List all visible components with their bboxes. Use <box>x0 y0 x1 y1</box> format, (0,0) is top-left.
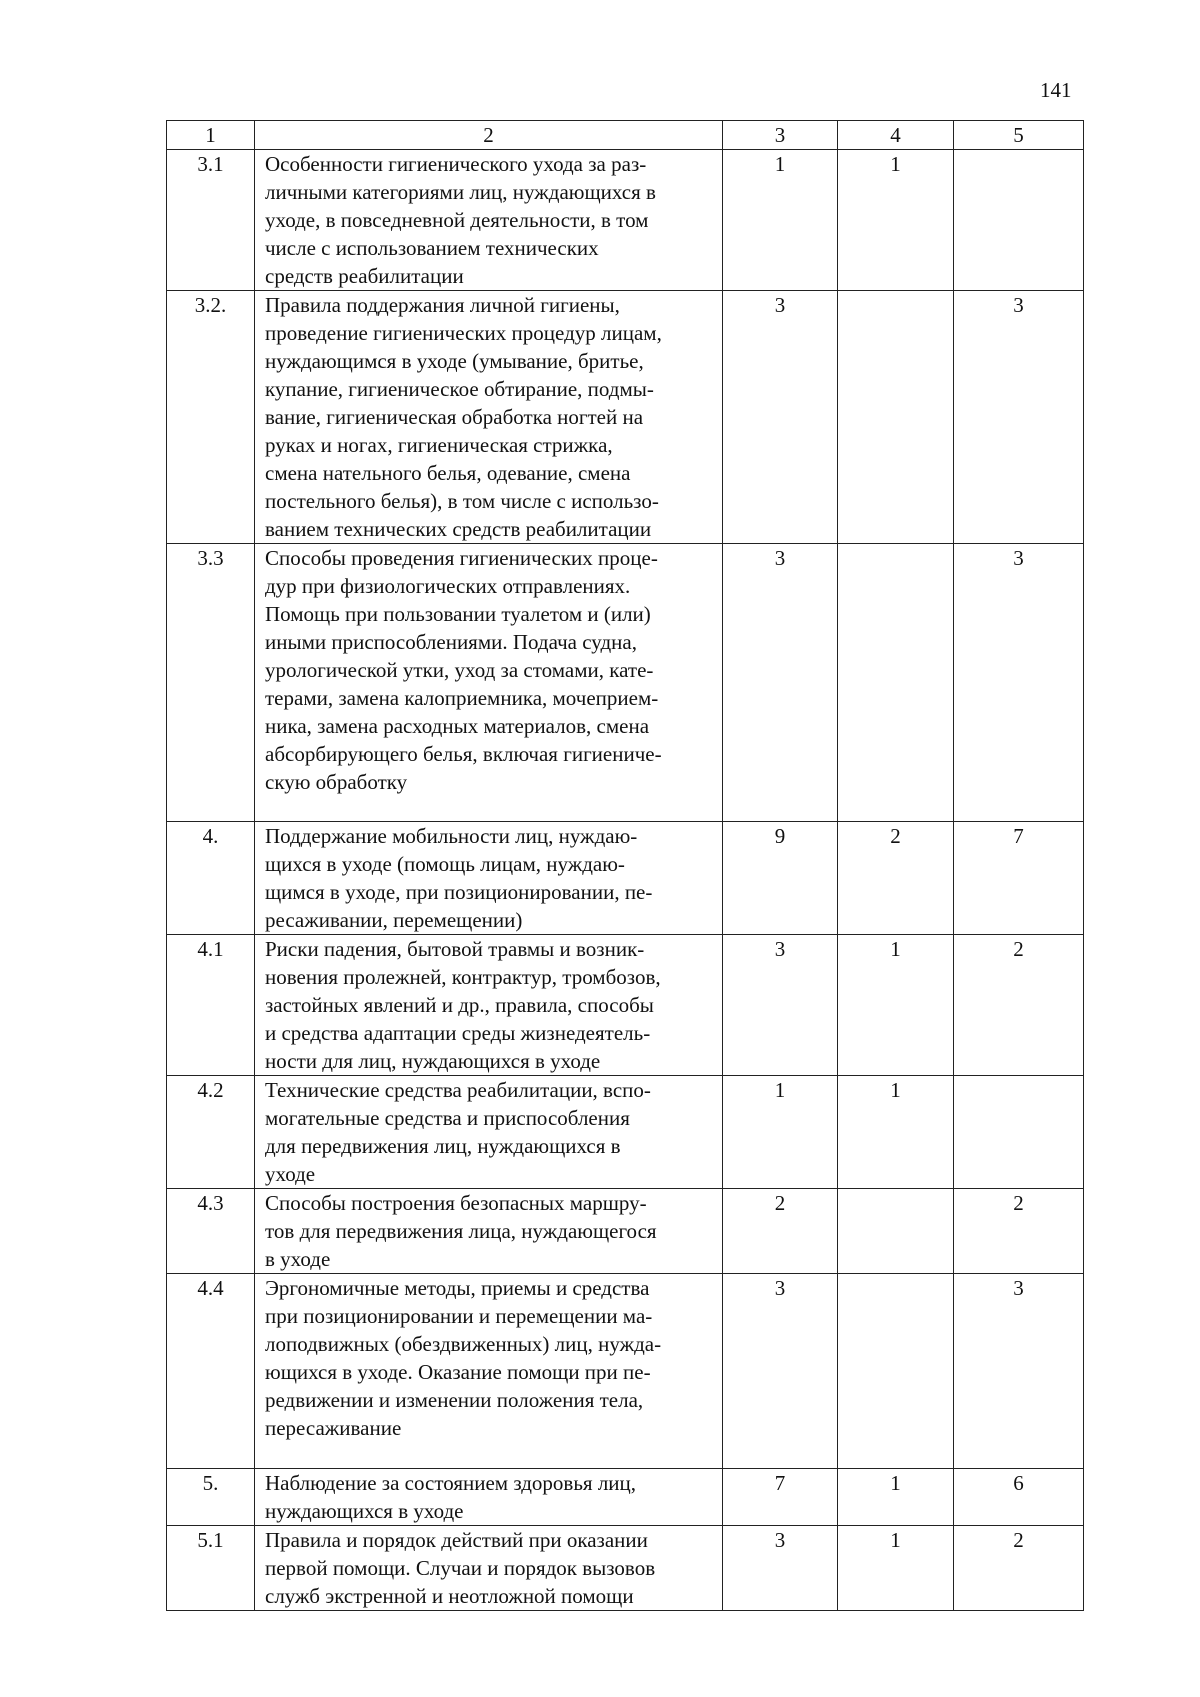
topic-line: терами, замена калоприемника, мочеприем- <box>265 686 659 710</box>
topic-cell <box>255 544 723 822</box>
table-row <box>167 1189 1084 1274</box>
hours-col-3: 1 <box>723 150 838 291</box>
hours-col-5: 7 <box>954 822 1084 935</box>
topic-line: Риски падения, бытовой травмы и возник- <box>265 937 645 961</box>
topic-line: нуждающимся в уходе (умывание, бритье, <box>265 349 644 373</box>
hours-col-3: 7 <box>723 1469 838 1526</box>
topic-line: Поддержание мобильности лиц, нуждаю- <box>265 824 638 848</box>
column-header: 2 <box>255 121 723 150</box>
hours-col-4: 1 <box>838 935 954 1076</box>
row-number: 4.2 <box>167 1076 255 1189</box>
hours-col-4: 2 <box>838 822 954 935</box>
hours-col-3: 9 <box>723 822 838 935</box>
table-row <box>167 150 1084 291</box>
topic-line: пересаживание <box>265 1416 402 1440</box>
topic-line: купание, гигиеническое обтирание, подмы- <box>265 377 654 401</box>
topic-line: Особенности гигиенического ухода за раз- <box>265 152 647 176</box>
topic-line: редвижении и изменении положения тела, <box>265 1388 644 1412</box>
hours-col-4 <box>838 1189 954 1274</box>
topic-line: уходе, в повседневной деятельности, в том <box>265 208 649 232</box>
topic-line: постельного белья), в том числе с использо- <box>265 489 659 513</box>
topic-line: ющихся в уходе. Оказание помощи при пе- <box>265 1360 651 1384</box>
table-row <box>167 1076 1084 1189</box>
column-header: 3 <box>723 121 838 150</box>
topic-cell <box>255 935 723 1076</box>
hours-col-3: 3 <box>723 1526 838 1611</box>
table-row <box>167 935 1084 1076</box>
hours-col-5: 2 <box>954 1526 1084 1611</box>
table-row <box>167 822 1084 935</box>
topic-line: ресаживании, перемещении) <box>265 908 523 932</box>
topic-line: абсорбирующего белья, включая гигиениче- <box>265 742 662 766</box>
topic-cell <box>255 1274 723 1469</box>
topic-cell <box>255 1076 723 1189</box>
hours-col-5: 3 <box>954 291 1084 544</box>
table-row <box>167 544 1084 822</box>
topic-line: Способы построения безопасных маршру- <box>265 1191 647 1215</box>
topic-line: смена нательного белья, одевание, смена <box>265 461 631 485</box>
topic-line: лоподвижных (обездвиженных) лиц, нужда- <box>265 1332 662 1356</box>
page-number: 141 <box>1040 78 1072 102</box>
topic-cell <box>255 291 723 544</box>
table-row <box>167 291 1084 544</box>
topic-line: в уходе <box>265 1247 331 1271</box>
hours-col-5: 3 <box>954 544 1084 822</box>
topic-line: служб экстренной и неотложной помощи <box>265 1584 634 1608</box>
hours-col-5: 3 <box>954 1274 1084 1469</box>
topic-line: личными категориями лиц, нуждающихся в <box>265 180 656 204</box>
topic-line: для передвижения лиц, нуждающихся в <box>265 1134 621 1158</box>
topic-line: дур при физиологических отправлениях. <box>265 574 631 598</box>
topic-line: Помощь при пользовании туалетом и (или) <box>265 602 651 626</box>
topic-line: уходе <box>265 1162 316 1186</box>
table-row <box>167 1274 1084 1469</box>
topic-cell <box>255 1469 723 1526</box>
topic-line: нуждающихся в уходе <box>265 1499 464 1523</box>
topic-line: ности для лиц, нуждающихся в уходе <box>265 1049 601 1073</box>
hours-col-4: 1 <box>838 1526 954 1611</box>
hours-col-3: 1 <box>723 1076 838 1189</box>
topic-line: Правила и порядок действий при оказании <box>265 1528 648 1552</box>
row-number: 4. <box>167 822 255 935</box>
topic-line: ванием технических средств реабилитации <box>265 517 652 541</box>
row-number: 4.1 <box>167 935 255 1076</box>
topic-line: числе с использованием технических <box>265 236 599 260</box>
topic-line: Наблюдение за состоянием здоровья лиц, <box>265 1471 637 1495</box>
hours-col-4 <box>838 1274 954 1469</box>
topic-line: иными приспособлениями. Подача судна, <box>265 630 637 654</box>
topic-cell <box>255 822 723 935</box>
column-header: 1 <box>167 121 255 150</box>
hours-col-4 <box>838 291 954 544</box>
hours-col-4: 1 <box>838 1076 954 1189</box>
topic-line: первой помощи. Случаи и порядок вызовов <box>265 1556 656 1580</box>
topic-line: при позиционировании и перемещении ма- <box>265 1304 653 1328</box>
topic-cell <box>255 1526 723 1611</box>
hours-col-5: 2 <box>954 1189 1084 1274</box>
topic-line: Эргономичные методы, приемы и средства <box>265 1276 650 1300</box>
topic-line: скую обработку <box>265 770 408 794</box>
topic-line: проведение гигиенических процедур лицам, <box>265 321 662 345</box>
topic-line: могательные средства и приспособления <box>265 1106 630 1130</box>
hours-col-3: 3 <box>723 544 838 822</box>
hours-col-5 <box>954 1076 1084 1189</box>
topic-line: урологической утки, уход за стомами, кате- <box>265 658 654 682</box>
topic-line: щихся в уходе (помощь лицам, нуждаю- <box>265 852 625 876</box>
curriculum-table <box>166 120 1084 1611</box>
table-row <box>167 1469 1084 1526</box>
row-number: 3.1 <box>167 150 255 291</box>
topic-line: ника, замена расходных материалов, смена <box>265 714 650 738</box>
topic-line: новения пролежней, контрактур, тромбозов, <box>265 965 661 989</box>
column-header: 5 <box>954 121 1084 150</box>
topic-line: застойных явлений и др., правила, способы <box>265 993 654 1017</box>
row-number: 5.1 <box>167 1526 255 1611</box>
table-header-row <box>167 121 1084 150</box>
topic-line: щимся в уходе, при позиционировании, пе- <box>265 880 653 904</box>
hours-col-5 <box>954 150 1084 291</box>
row-number: 3.3 <box>167 544 255 822</box>
table-row <box>167 1526 1084 1611</box>
hours-col-4: 1 <box>838 150 954 291</box>
row-number: 4.3 <box>167 1189 255 1274</box>
hours-col-4: 1 <box>838 1469 954 1526</box>
topic-line: средств реабилитации <box>265 264 464 288</box>
row-number: 3.2. <box>167 291 255 544</box>
topic-line: тов для передвижения лица, нуждающегося <box>265 1219 657 1243</box>
topic-line: Способы проведения гигиенических проце- <box>265 546 658 570</box>
hours-col-5: 2 <box>954 935 1084 1076</box>
topic-line: и средства адаптации среды жизнедеятель- <box>265 1021 651 1045</box>
topic-cell <box>255 150 723 291</box>
hours-col-5: 6 <box>954 1469 1084 1526</box>
hours-col-3: 3 <box>723 1274 838 1469</box>
hours-col-3: 2 <box>723 1189 838 1274</box>
column-header: 4 <box>838 121 954 150</box>
topic-line: вание, гигиеническая обработка ногтей на <box>265 405 644 429</box>
topic-cell <box>255 1189 723 1274</box>
hours-col-3: 3 <box>723 935 838 1076</box>
row-number: 4.4 <box>167 1274 255 1469</box>
topic-line: Правила поддержания личной гигиены, <box>265 293 620 317</box>
hours-col-4 <box>838 544 954 822</box>
row-number: 5. <box>167 1469 255 1526</box>
topic-line: Технические средства реабилитации, вспо- <box>265 1078 651 1102</box>
hours-col-3: 3 <box>723 291 838 544</box>
topic-line: руках и ногах, гигиеническая стрижка, <box>265 433 613 457</box>
